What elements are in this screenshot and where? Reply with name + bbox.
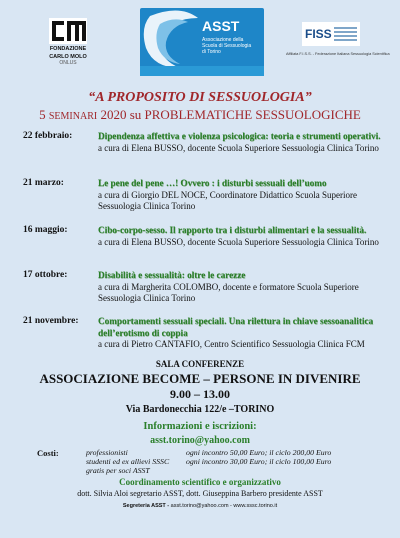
costs-category: gratis per soci ASST	[86, 466, 150, 475]
event-speaker: a cura di Pietro CANTAFIO, Centro Scientifico Sessuologia Clinica FCM	[98, 339, 365, 349]
logo-line1: FONDAZIONE	[49, 46, 87, 52]
subtitle-year: 2020 su	[100, 107, 142, 122]
fondazione-carlo-molo-logo	[38, 18, 98, 64]
event-speaker: a cura di Giorgio DEL NOCE, Coordinatore Didattico Scuola Superiore Sessuologia Clinica Torino	[98, 189, 357, 211]
cm-logo-icon	[49, 18, 87, 44]
fiss-lines-icon	[334, 27, 357, 43]
asst-sub2: Scuola di Sessuologia	[202, 43, 252, 49]
event-date: 21 marzo:	[23, 178, 64, 188]
fiss-logo	[302, 22, 360, 46]
event-date: 16 maggio:	[23, 225, 68, 235]
asst-sub1: Associazione della	[202, 37, 244, 43]
venue-address: Via Bardonecchia 122/e –TORINO	[125, 404, 275, 415]
venue-time: 9.00 – 13.00	[170, 387, 230, 401]
info-heading: Informazioni e iscrizioni:	[143, 421, 257, 432]
costs-categories	[86, 448, 169, 475]
coordination-names: dott. Silvia Aloi segretario ASST, dott. Giuseppina Barbero presidente ASST	[77, 489, 323, 498]
page-title: “A PROPOSITO DI SESSUOLOGIA”	[88, 90, 312, 105]
event-speaker: a cura di Margherita COLOMBO, docente e formatore Scuola Superiore Sessuologia Clinica Torino	[98, 281, 359, 303]
subtitle-rest: PROBLEMATICHE SESSUOLOGICHE	[144, 107, 361, 122]
asst-subtitle	[202, 37, 260, 55]
page-subtitle	[0, 107, 400, 123]
subtitle-seminari: SEMINARI	[48, 111, 98, 122]
event-topic: Cibo-corpo-sesso. Il rapporto tra i disturbi alimentari e la sessualità.	[98, 225, 367, 235]
header	[0, 0, 400, 85]
event-date: 17 ottobre:	[23, 270, 68, 280]
affiliate-text: Affiliata F.I.S.S. - Federazione Italiana Sessuologia Scientifica	[286, 52, 390, 56]
logo-line3: ONLUS	[59, 60, 77, 66]
costs-price: ogni incontro 30,00 Euro; il ciclo 100,00 Euro	[186, 457, 332, 466]
costs-category: professionisti	[86, 448, 128, 457]
fiss-name: FISS	[305, 27, 332, 41]
asst-logo	[140, 8, 264, 76]
event-date: 22 febbraio:	[23, 131, 73, 141]
subtitle-num: 5	[39, 107, 46, 122]
event-speaker: a cura di Elena BUSSO, docente Scuola Superiore Sessuologia Clinica Torino	[98, 236, 379, 247]
footer-label: Segreteria ASST -	[122, 503, 170, 509]
footer-contacts[interactable]: asst.torino@yahoo.com - www.sssc.torino.it	[170, 503, 278, 509]
event-date: 21 novembre:	[23, 316, 79, 326]
info-email-link[interactable]: asst.torino@yahoo.com	[150, 435, 250, 446]
costs-category: studenti ed ex allievi SSSC	[86, 457, 170, 466]
costs-prices	[186, 448, 331, 466]
event-topic: Dipendenza affettiva e violenza psicologica: teoria e strumenti operativi.	[98, 131, 381, 141]
footer	[0, 503, 400, 509]
event-topic: Le pene del pene …! Ovvero : i disturbi sessuali dell’uomo	[98, 178, 327, 188]
coordination-heading: Coordinamento scientifico e organizzativo	[119, 477, 281, 487]
venue-organization: ASSOCIAZIONE BECOME – PERSONE IN DIVENIRE	[39, 371, 361, 386]
asst-name: ASST	[202, 18, 240, 34]
event-speaker: a cura di Elena BUSSO, docente Scuola Superiore Sessuologia Clinica Torino	[98, 142, 379, 153]
asst-sub3: di Torino	[202, 49, 221, 55]
logo-line2: CARLO MOLO	[49, 54, 87, 60]
venue-hall: SALA CONFERENZE	[155, 359, 245, 369]
costs-label: Costi:	[37, 448, 59, 458]
costs-price: ogni incontro 50,00 Euro; il ciclo 200,00 Euro	[186, 448, 332, 457]
event-topic: Comportamenti sessuali speciali. Una rilettura in chiave sessoanalitica dell’erotismo di coppia	[98, 316, 374, 338]
event-topic: Disabilità e sessualità: oltre le carezze	[98, 270, 246, 280]
